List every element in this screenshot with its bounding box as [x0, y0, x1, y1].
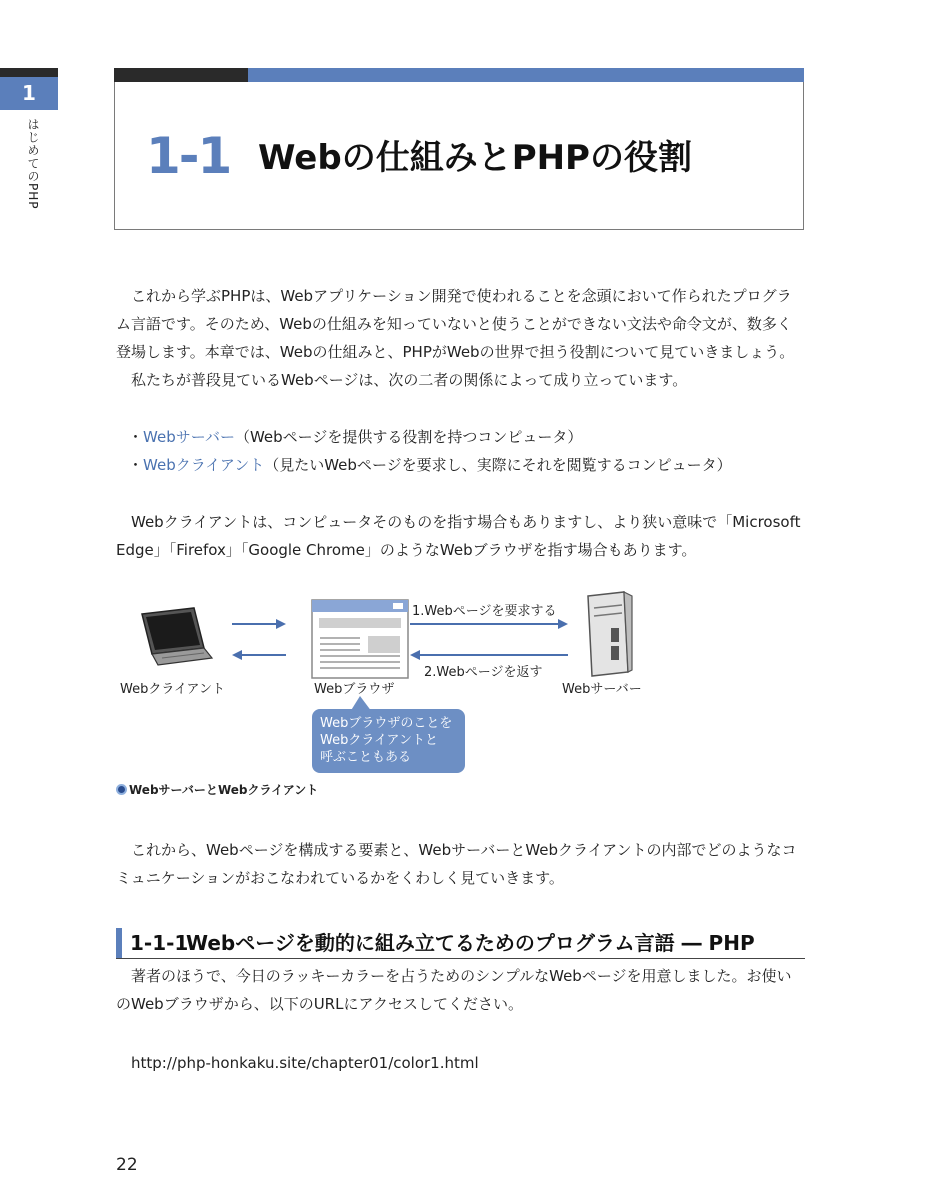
list-bullet: ・: [128, 428, 144, 446]
paragraph-relation-text: 私たちが普段見ているWebページは、次の二者の関係によって成り立っています。: [131, 371, 688, 389]
page-number: 22: [116, 1155, 138, 1175]
page-title: Webの仕組みとPHPの役割: [258, 138, 692, 178]
request-label: 1.Webページを要求する: [412, 604, 557, 619]
browser-window-icon: [312, 600, 408, 678]
list-item: [128, 423, 582, 451]
request-arrow: [410, 619, 568, 629]
client-label: Webクライアント: [120, 682, 226, 697]
paragraph-overview-text: これから、Webページを構成する要素と、WebサーバーとWebクライアントの内部でどのようなコミュニケーションがおこなわれているかをくわしく見ていきます。: [116, 841, 797, 887]
callout-bubble: [312, 709, 465, 773]
paragraph-lucky-color: [116, 962, 806, 1018]
section-number: 1-1-1: [130, 931, 189, 955]
figure-caption: [116, 781, 318, 799]
server-label: Webサーバー: [562, 682, 642, 697]
paragraph-intro-text: これから学ぶPHPは、Webアプリケーション開発で使われることを念頭において作られたプログラム言語です。そのため、Webの仕組みを知っていないと使うことができない文法や命令文が、数多く登場します。本章では、Webの仕組みと、PHPがWebの世界で担う役割について見ていきましょう。: [116, 287, 795, 361]
client-arrow-right: [232, 619, 286, 629]
section-heading-bar: [116, 928, 122, 958]
section-title: Webページを動的に組み立てるためのプログラム言語 ― PHP: [186, 931, 755, 955]
browser-label: Webブラウザ: [314, 682, 395, 697]
response-label: 2.Webページを返す: [424, 665, 543, 680]
paragraph-intro: [116, 282, 806, 366]
list-bullet: ・: [128, 456, 144, 474]
list-term: Webクライアント: [143, 456, 265, 474]
list-term: Webサーバー: [143, 428, 235, 446]
list-desc: （Webページを提供する役割を持つコンピュータ）: [234, 428, 583, 446]
section-heading-rule: [116, 958, 805, 959]
paragraph-client-text: Webクライアントは、コンピュータそのものを指す場合もありますし、より狭い意味で「Microsoft Edge」「Firefox」「Google Chrome」のようなWebブラウザを指す場合もあります。: [116, 513, 801, 559]
chapter-tab-bar: [0, 68, 58, 77]
paragraph-relation: [116, 366, 806, 394]
list-desc: （見たいWebページを要求し、実際にそれを閲覧するコンピュータ）: [264, 456, 732, 474]
heading-bar-dark: [114, 68, 248, 82]
paragraph-overview: [116, 836, 806, 892]
laptop-icon: [142, 608, 212, 665]
chapter-tab-number: 1: [0, 77, 58, 110]
caption-bullet-icon: [116, 784, 127, 795]
chapter-side-title: はじめてのPHP: [26, 118, 40, 210]
paragraph-client: [116, 508, 806, 564]
sample-url: http://php-honkaku.site/chapter01/color1.html: [131, 1054, 479, 1072]
response-arrow: [410, 650, 568, 660]
heading-number: 1-1: [146, 127, 231, 185]
heading-bar-blue: [248, 68, 804, 82]
server-tower-icon: [588, 592, 632, 676]
callout-line: Webブラウザのことを: [320, 716, 453, 731]
callout-line: Webクライアントと: [320, 733, 439, 748]
list-item: [128, 451, 732, 479]
client-arrow-left: [232, 650, 286, 660]
paragraph-lucky-color-text: 著者のほうで、今日のラッキーカラーを占うためのシンプルなWebページを用意しました。お使いのWebブラウザから、以下のURLにアクセスしてください。: [116, 967, 792, 1013]
callout-line: 呼ぶこともある: [320, 750, 412, 765]
figure-caption-text: WebサーバーとWebクライアント: [129, 783, 319, 797]
